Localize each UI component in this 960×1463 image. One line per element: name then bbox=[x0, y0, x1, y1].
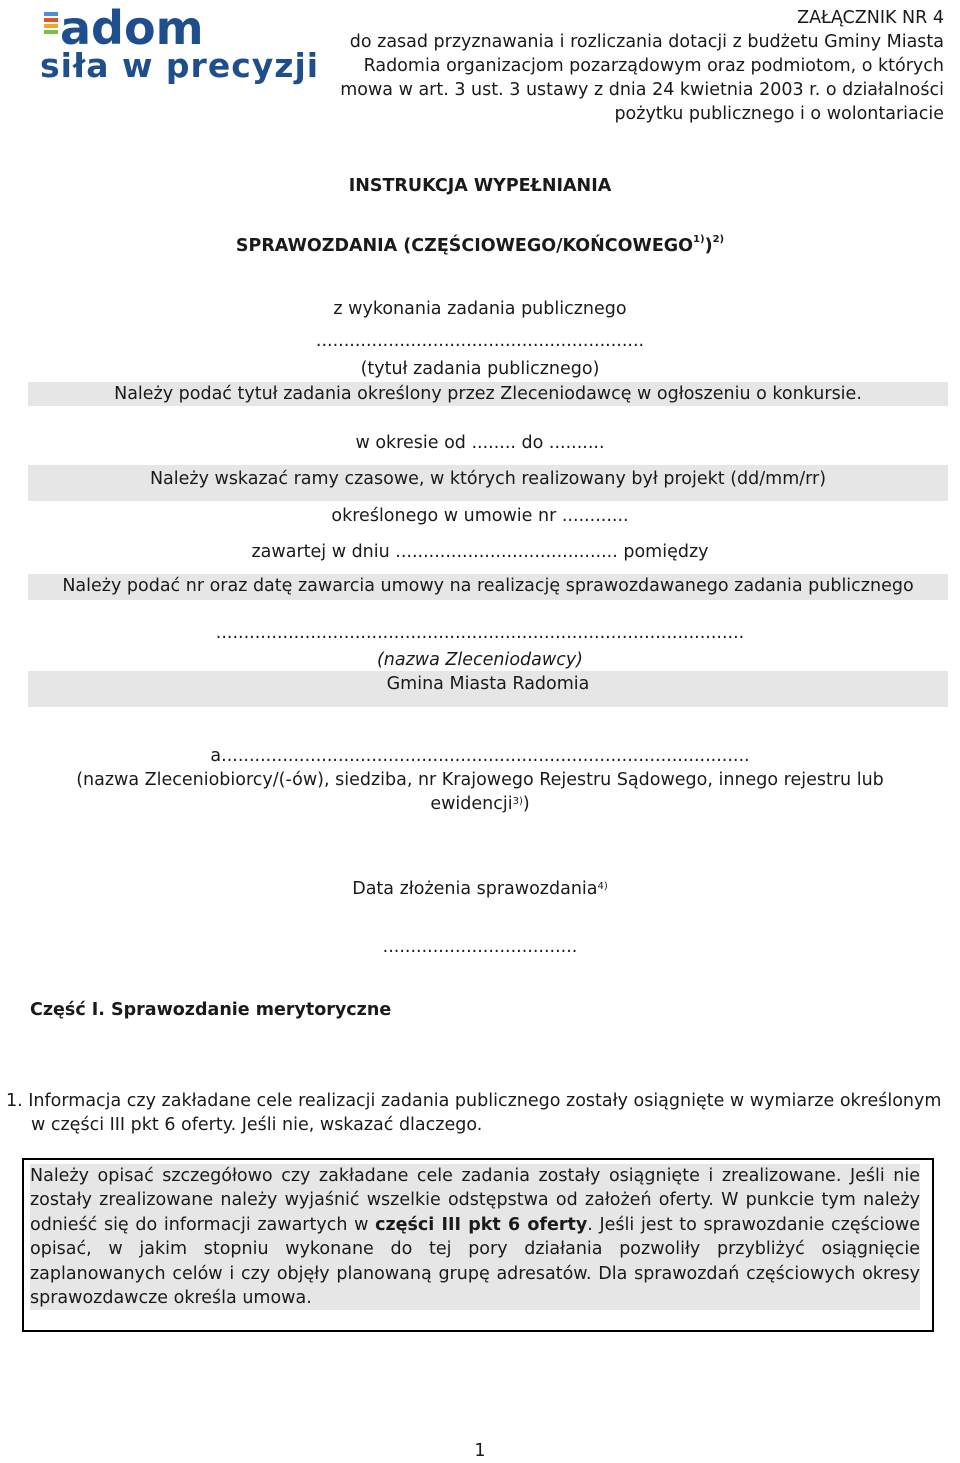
task-title-label: (tytuł zadania publicznego) bbox=[360, 359, 600, 379]
annex-line-3: Radomia organizacjom pozarządowym oraz podmiotom, o których bbox=[363, 56, 944, 76]
question-1-line-1: 1. Informacja czy zakładane cele realizacji zadania publicznego zostały osiągnięte w wymiarze określonym bbox=[6, 1091, 942, 1111]
principal-name: Gmina Miasta Radomia bbox=[28, 671, 948, 707]
report-title-close: ) bbox=[704, 236, 713, 256]
footnote-1-ref: 1) bbox=[693, 234, 705, 245]
contractor-label-text: ewidencji bbox=[430, 794, 513, 814]
period-line: w okresie od ........ do .......... bbox=[355, 433, 605, 453]
annex-line-4: mowa w art. 3 ust. 3 ustawy z dnia 24 kwietnia 2003 r. o działalności bbox=[340, 80, 944, 100]
footnote-3-ref: 3) bbox=[512, 796, 523, 807]
contractor-label-close: ) bbox=[522, 794, 530, 814]
instruction-title: INSTRUKCJA WYPEŁNIANIA bbox=[348, 176, 612, 196]
annex-header bbox=[324, 6, 944, 126]
report-title bbox=[0, 236, 960, 256]
submission-date-dots: ................................... bbox=[382, 937, 578, 957]
contractor-dots: a............................................................................................... bbox=[210, 746, 750, 766]
period-hint: Należy wskazać ramy czasowe, w których realizowany był projekt (dd/mm/rr) bbox=[28, 465, 948, 501]
contract-hint: Należy podać nr oraz datę zawarcia umowy na realizację sprawozdawanego zadania publicznego bbox=[28, 574, 948, 600]
contractor-label-line-1: (nazwa Zleceniobiorcy/(-ów), siedziba, nr Krajowego Rejestru Sądowego, innego rejestru lub bbox=[76, 770, 884, 790]
contract-number-line: określonego w umowie nr ............ bbox=[331, 506, 629, 526]
annex-line-1: ZAŁĄCZNIK NR 4 bbox=[797, 8, 944, 28]
answer-box[interactable] bbox=[22, 1158, 934, 1332]
report-title-text: SPRAWOZDANIA (CZĘŚCIOWEGO/KOŃCOWEGO bbox=[235, 236, 694, 256]
part-1-heading: Część I. Sprawozdanie merytoryczne bbox=[30, 1000, 392, 1020]
principal-label: (nazwa Zleceniodawcy) bbox=[376, 650, 584, 670]
answer-instructions bbox=[30, 1164, 920, 1310]
contractor-label-line-2 bbox=[0, 792, 960, 816]
logo-word: adom bbox=[60, 4, 204, 55]
logo-tagline: siła w precyzji bbox=[40, 46, 320, 85]
principal-dots: ............................................................................................... bbox=[215, 623, 745, 643]
page-number: 1 bbox=[474, 1441, 486, 1461]
task-intro: z wykonania zadania publicznego bbox=[333, 299, 627, 319]
annex-line-2: do zasad przyznawania i rozliczania dotacji z budżetu Gminy Miasta bbox=[349, 32, 944, 52]
footnote-4-ref: 4) bbox=[597, 881, 608, 892]
question-1-line-2: w części III pkt 6 oferty. Jeśli nie, wskazać dlaczego. bbox=[31, 1115, 483, 1135]
submission-date-label bbox=[0, 877, 960, 901]
contract-date-line: zawartej w dniu ........................................ pomiędzy bbox=[251, 542, 709, 562]
footnote-2-ref: 2) bbox=[712, 234, 725, 245]
answer-instructions-text-2: . Jeśli jest to sprawozdanie częściowe opisać, w jakim stopniu wykonane do tej pory działania pozwoliły przybliżyć osiągnięcie zaplanowanych celów i czy objęły planowaną grupę adresatów. Dla sprawozdań częściowych okresy sprawozdawcze określa umowa. bbox=[30, 1214, 920, 1309]
task-title-dots: ........................................................... bbox=[315, 331, 645, 351]
task-hint: Należy podać tytuł zadania określony przez Zleceniodawcę w ogłoszeniu o konkursie. bbox=[28, 382, 948, 406]
submission-date-text: Data złożenia sprawozdania bbox=[352, 879, 598, 899]
answer-instructions-bold: części III pkt 6 oferty bbox=[375, 1214, 588, 1235]
annex-line-5: pożytku publicznego i o wolontariacie bbox=[614, 104, 944, 124]
answer-instructions-text-1: Należy opisać szczegółowo czy zakładane cele zadania zostały osiągnięte i zrealizowane. Jeśli nie zostały zrealizowane należy wyjaśnić wszelkie odstępstwa od założeń oferty. W punkcie tym należy odnieść się do informacji zawartych w bbox=[30, 1166, 920, 1235]
